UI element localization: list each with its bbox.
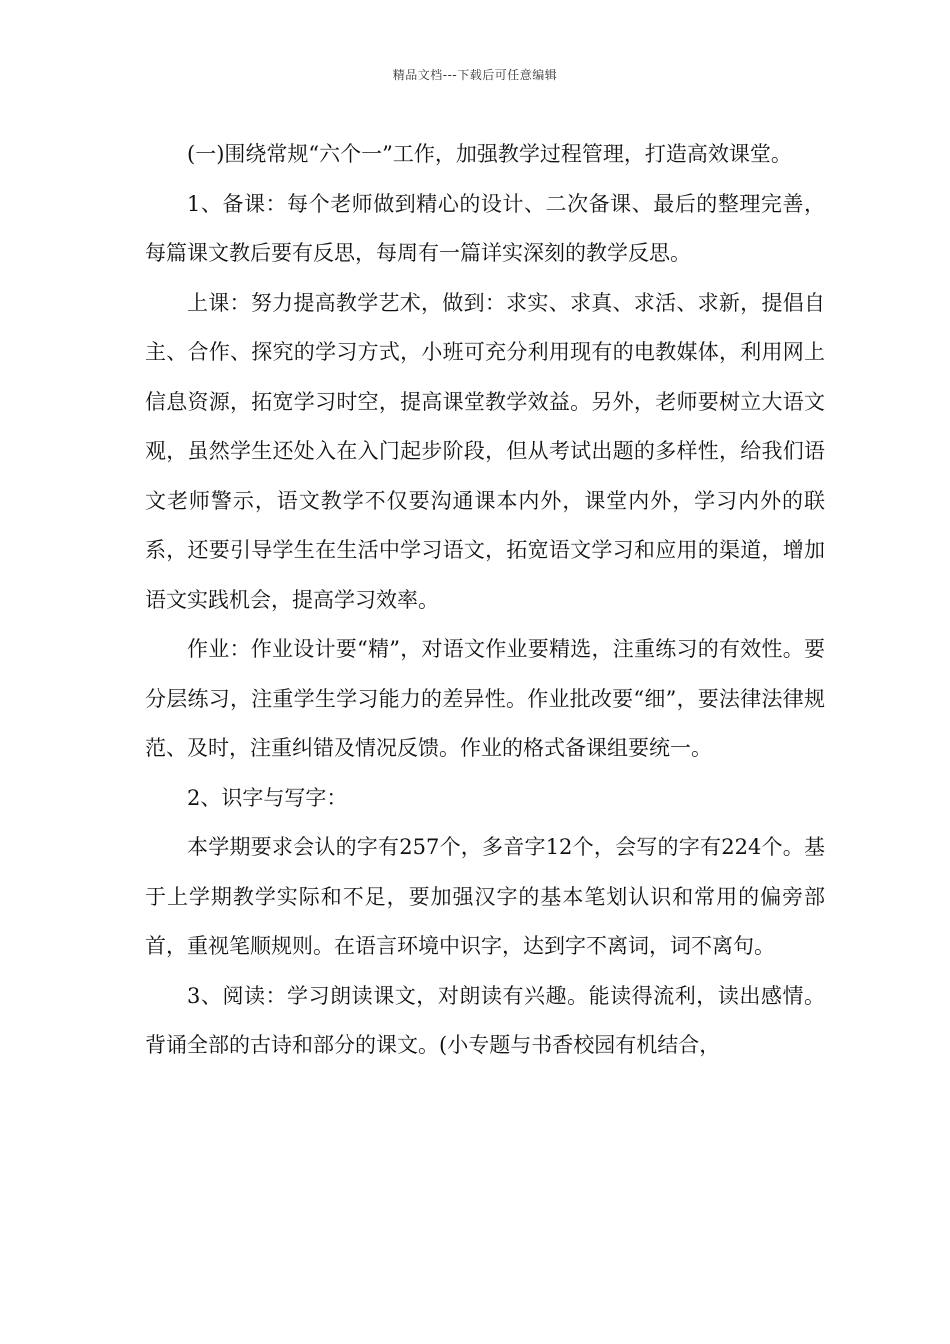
paragraph-section-heading: (一)围绕常规“六个一”工作，加强教学过程管理，打造高效课堂。 — [187, 142, 792, 166]
paragraph-lesson-prep: 1、备课：每个老师做到精心的设计、二次备课、最后的整理完善，每篇课文教后要有反思，每周有一篇详实深刻的教学反思。 — [145, 191, 825, 265]
document-body — [145, 130, 825, 1071]
page-header: 精品文档---下载后可任意编辑 — [392, 68, 558, 82]
paragraph-literacy: 本学期要求会认的字有257个，多音字12个，会写的字有224个。基于上学期教学实际和不足，要加强汉字的基本笔划认识和常用的偏旁部首，重视笔顺规则。在语言环境中识字，达到字不离词，词不离句。 — [145, 835, 825, 958]
paragraph-teaching: 上课：努力提高教学艺术，做到：求实、求真、求活、求新，提倡自主、合作、探究的学习方式，小班可充分利用现有的电教媒体，利用网上信息资源，拓宽学习时空，提高课堂教学效益。另外，老师要树立大语文观，虽然学生还处入在入门起步阶段，但从考试出题的多样性，给我们语文老师警示，语文教学不仅要沟通课本内外，课堂内外，学习内外的联系，还要引导学生在生活中学习语文，拓宽语文学习和应用的渠道，增加语文实践机会，提高学习效率。 — [145, 290, 825, 612]
paragraph-reading: 3、阅读：学习朗读课文，对朗读有兴趣。能读得流利，读出感情。背诵全部的古诗和部分的课文。(小专题与书香校园有机结合， — [145, 983, 825, 1057]
paragraph-literacy-heading: 2、识字与写字： — [187, 785, 348, 810]
paragraph-homework: 作业：作业设计要“精”，对语文作业要精选，注重练习的有效性。要分层练习，注重学生学习能力的差异性。作业批改要“细”，要法律法律规范、及时，注重纠错及情况反馈。作业的格式备课组要统一。 — [145, 637, 825, 760]
